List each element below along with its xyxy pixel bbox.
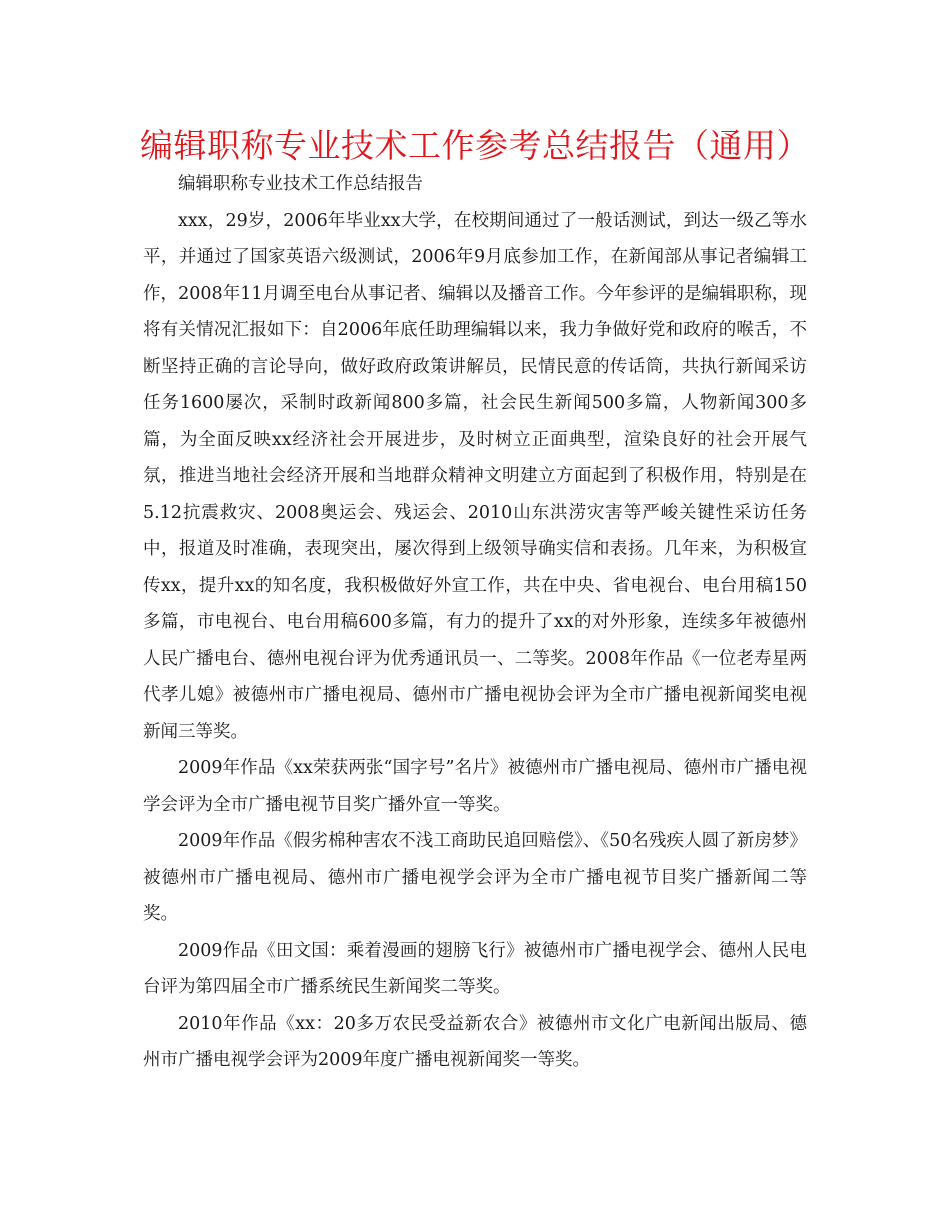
document-title: 编辑职称专业技术工作参考总结报告（通用）	[140, 126, 810, 165]
paragraph: 2009年作品《假劣棉种害农不浅工商助民追回赔偿》、《50名残疾人圆了新房梦》被德州市广播电视局、德州市广播电视学会评为全市广播电视节目奖广播新闻二等奖。	[143, 831, 807, 924]
document-subtitle: 编辑职称专业技术工作总结报告	[178, 174, 423, 194]
paragraph: 2009年作品《xx荣获两张“国字号”名片》被德州市广播电视局、德州市广播电视学会评为全市广播电视节目奖广播外宣一等奖。	[143, 758, 807, 815]
paragraph: xxx，29岁，2006年毕业xx大学，在校期间通过了一般话测试，到达一级乙等水平，并通过了国家英语六级测试，2006年9月底参加工作，在新闻部从事记者编辑工作，2008年11月调至电台从事记者、编辑以及播音工作。今年参评的是编辑职称，现将有关情况汇报如下：自2006年底任助理编辑以来，我力争做好党和政府的喉舌，不断坚持正确的言论导向，做好政府政策讲解员，民情民意的传话筒，共执行新闻采访任务1600屡次，采制时政新闻800多篇，社会民生新闻500多篇，人物新闻300多篇，为全面反映xx经济社会开展进步，及时树立正面典型，渲染良好的社会开展气氛，推进当地社会经济开展和当地群众精神文明建立方面起到了积极作用，特别是在5.12抗震救灾、2008奥运会、残运会、2010山东洪涝灾害等严峻关键性采访任务中，报道及时准确，表现突出，屡次得到上级领导确实信和表扬。几年来，为积极宣传xx，提升xx的知名度，我积极做好外宣工作，共在中央、省电视台、电台用稿150多篇，市电视台、电台用稿600多篇，有力的提升了xx的对外形象，连续多年被德州人民广播电台、德州电视台评为优秀通讯员一、二等奖。2008年作品《一位老寿星两代孝儿媳》被德州市广播电视局、德州市广播电视协会评为全市广播电视新闻奖电视新闻三等奖。	[143, 210, 807, 742]
document-body	[143, 166, 807, 1079]
paragraph: 2009作品《田文国：乘着漫画的翅膀飞行》被德州市广播电视学会、德州人民电台评为第四届全市广播系统民生新闻奖二等奖。	[143, 940, 807, 997]
paragraph: 2010年作品《xx：20多万农民受益新农合》被德州市文化广电新闻出版局、德州市广播电视学会评为2009年度广播电视新闻奖一等奖。	[143, 1013, 807, 1070]
